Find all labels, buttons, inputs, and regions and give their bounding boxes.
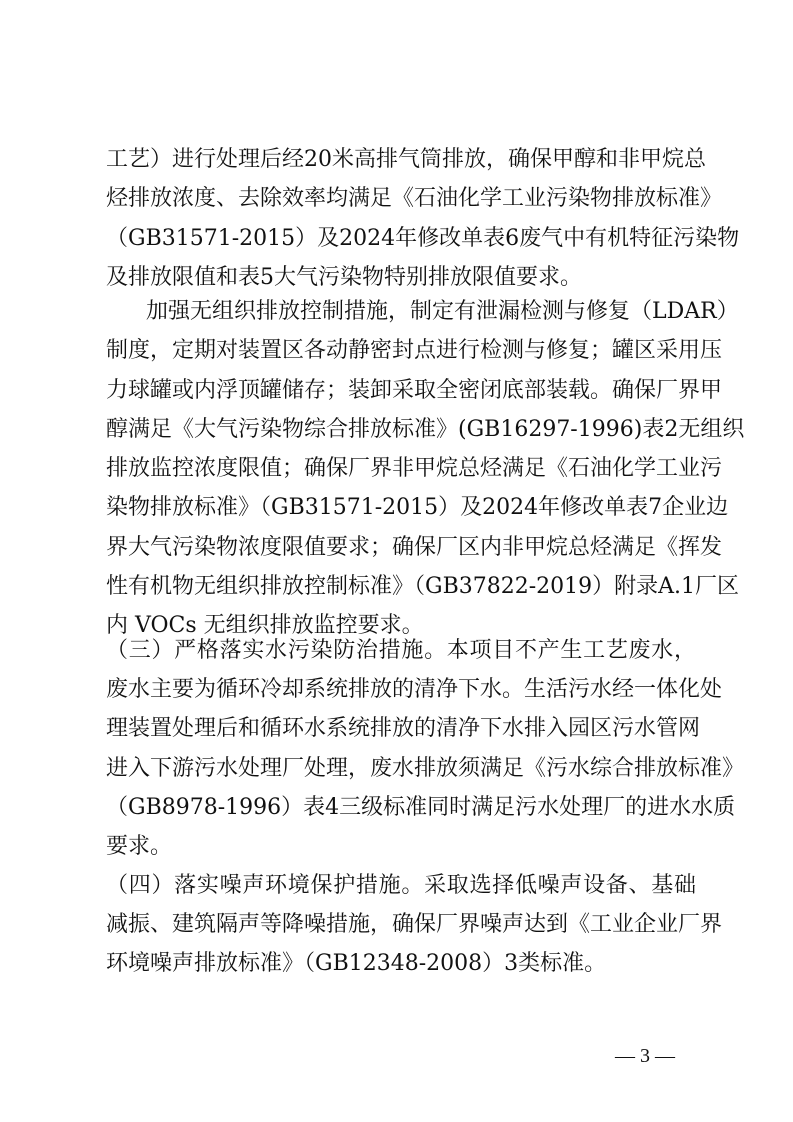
paragraph-3-line-6: 要求。: [106, 834, 173, 859]
paragraph-2-line-5: 排放监控浓度限值；确保厂界非甲烷总烃满足《石油化学工业污: [106, 456, 723, 481]
paragraph-4-line-1: （四）落实噪声环境保护措施。采取选择低噪声设备、基础: [106, 873, 696, 898]
paragraph-3-line-5: （GB8978-1996）表4三级标准同时满足污水处理厂的进水水质: [106, 794, 736, 820]
paragraph-1-line-1: 工艺）进行处理后经20米高排气筒排放，确保甲醇和非甲烷总: [106, 147, 706, 172]
paragraph-2-line-6: 染物排放标准》（GB31571-2015）及2024年修改单表7企业边: [106, 495, 729, 521]
paragraph-2-line-2: 制度，定期对装置区各动静密封点进行检测与修复；罐区采用压: [106, 338, 723, 364]
paragraph-2-line-7: 界大气污染物浓度限值要求；确保厂区内非甲烷总烃满足《挥发: [106, 534, 723, 560]
paragraph-4-line-3: 环境噪声排放标准》（GB12348-2008）3类标准。: [106, 951, 607, 977]
paragraph-2-line-8: 性有机物无组织排放控制标准》（GB37822-2019）附录A.1厂区: [106, 573, 740, 599]
page-number: — 3 —: [615, 1045, 675, 1067]
paragraph-2-line-4: 醇满足《大气污染物综合排放标准》(GB16297-1996)表2无组织: [106, 416, 745, 442]
paragraph-3-line-2: 废水主要为循环冷却系统排放的清净下水。生活污水经一体化处: [106, 677, 723, 703]
paragraph-2-line-3: 力球罐或内浮顶罐储存；装卸采取全密闭底部装载。确保厂界甲: [106, 377, 723, 403]
paragraph-1-line-3: （GB31571-2015）及2024年修改单表6废气中有机特征污染物: [106, 225, 740, 251]
paragraph-2-line-1: 加强无组织排放控制措施，制定有泄漏检测与修复（LDAR）: [146, 299, 739, 324]
paragraph-2-line-9: 内 VOCs 无组织排放监控要求。: [106, 613, 424, 638]
paragraph-1-line-4: 及排放限值和表5大气污染物特别排放限值要求。: [106, 264, 582, 290]
paragraph-3-line-3: 理装置处理后和循环水系统排放的清净下水排入园区污水管网: [106, 716, 701, 742]
paragraph-4-line-2: 减振、建筑隔声等降噪措施，确保厂界噪声达到《工业企业厂界: [106, 912, 723, 938]
paragraph-3-line-1: （三）严格落实水污染防治措施。本项目不产生工艺废水，: [106, 638, 696, 663]
paragraph-3-line-4: 进入下游污水处理厂处理，废水排放须满足《污水综合排放标准》: [106, 755, 745, 781]
paragraph-1-line-2: 烃排放浓度、去除效率均满足《石油化学工业污染物排放标准》: [106, 186, 723, 212]
